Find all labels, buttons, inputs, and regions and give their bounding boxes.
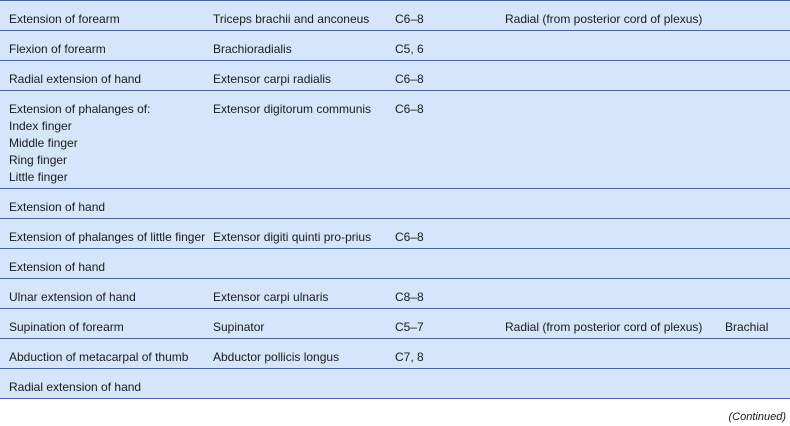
finger-item: Ring finger xyxy=(9,153,68,167)
segment-cell: C6–8 xyxy=(395,230,424,244)
segment-cell: C7, 8 xyxy=(395,350,424,364)
muscle-cell: Extensor digitorum communis xyxy=(213,102,372,116)
muscle-cell: Supinator xyxy=(213,320,265,334)
table-row xyxy=(0,31,790,61)
table-row xyxy=(0,369,790,399)
function-cell: Extension of forearm xyxy=(9,12,120,26)
nerve-cell: Radial (from posterior cord of plexus) xyxy=(505,320,703,334)
function-cell: Extension of phalanges of little finger xyxy=(9,230,206,244)
extra-cell: Brachial xyxy=(725,320,769,334)
function-cell: Ulnar extension of hand xyxy=(9,290,136,304)
segment-cell: C6–8 xyxy=(395,12,424,26)
function-cell: Radial extension of hand xyxy=(9,380,142,394)
table-row xyxy=(0,219,790,249)
function-cell: Flexion of forearm xyxy=(9,42,106,56)
table-row xyxy=(0,339,790,369)
segment-cell: C5, 6 xyxy=(395,42,424,56)
muscle-cell: Extensor digiti quinti pro-prius xyxy=(213,230,372,244)
table-row xyxy=(0,189,790,219)
table-row xyxy=(0,91,790,189)
table-row xyxy=(0,279,790,309)
finger-item: Index finger xyxy=(9,119,72,133)
table-row xyxy=(0,249,790,279)
table-row xyxy=(0,61,790,91)
segment-cell: C8–8 xyxy=(395,290,424,304)
muscle-cell: Extensor carpi ulnaris xyxy=(213,290,329,304)
table-row xyxy=(0,309,790,339)
muscle-cell: Extensor carpi radialis xyxy=(213,72,332,86)
segment-cell: C6–8 xyxy=(395,102,424,116)
continued-note: (Continued) xyxy=(728,411,786,423)
segment-cell: C5–7 xyxy=(395,320,424,334)
function-cell: Abduction of metacarpal of thumb xyxy=(9,350,189,364)
function-cell: Extension of hand xyxy=(9,260,106,274)
muscle-cell: Triceps brachii and anconeus xyxy=(213,12,370,26)
table-row xyxy=(0,1,790,31)
function-heading: Extension of phalanges of: xyxy=(9,102,151,116)
finger-item: Middle finger xyxy=(9,136,78,150)
function-cell: Extension of hand xyxy=(9,200,106,214)
muscle-cell: Abductor pollicis longus xyxy=(213,350,340,364)
function-cell: Radial extension of hand xyxy=(9,72,142,86)
function-cell xyxy=(9,101,150,186)
nerve-cell: Radial (from posterior cord of plexus) xyxy=(505,12,703,26)
function-cell: Supination of forearm xyxy=(9,320,124,334)
segment-cell: C6–8 xyxy=(395,72,424,86)
muscle-cell: Brachioradialis xyxy=(213,42,292,56)
finger-item: Little finger xyxy=(9,170,68,184)
